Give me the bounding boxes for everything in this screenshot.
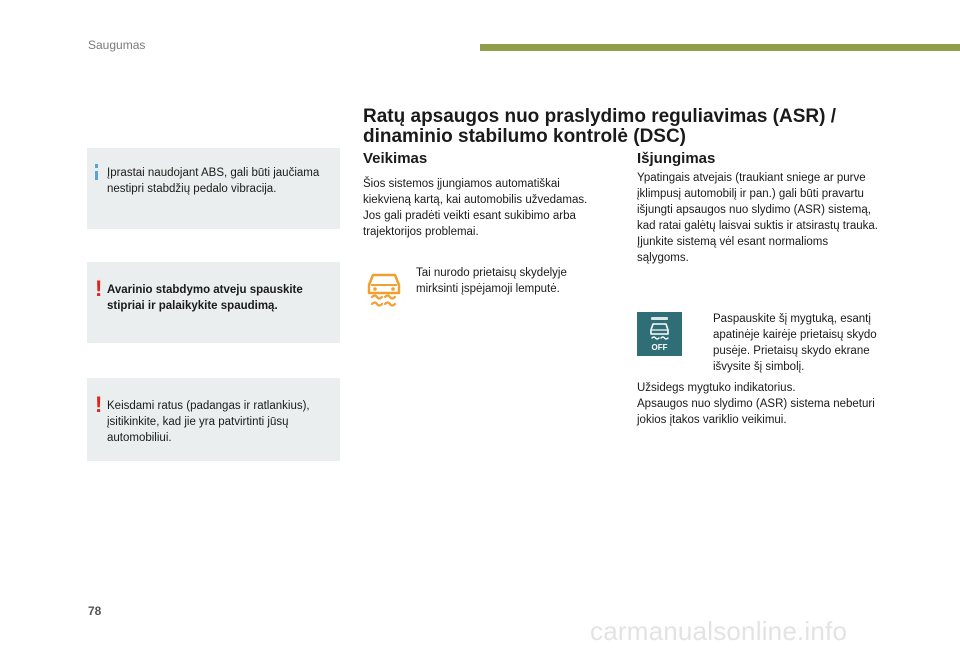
note-line: Įprastai naudojant ABS, gali būti jaučiama: [107, 167, 320, 179]
text-line: kad ratai galėtų laisvai suktis ir atsirastų trauka.: [637, 220, 878, 232]
note-line: automobiliui.: [107, 432, 172, 444]
page-number: 78: [88, 604, 102, 618]
text-line: Jos gali pradėti veikti esant sukibimo arba: [363, 210, 576, 222]
asr-off-button-icon: [637, 312, 682, 356]
after-text: [637, 380, 875, 428]
section-label: Saugumas: [88, 38, 146, 52]
skid-warning-lamp-icon: [363, 269, 405, 309]
text-line: Ypatingais atvejais (traukiant sniege ar purve: [637, 172, 866, 184]
text-line: Apsaugos nuo slydimo (ASR) sistema nebeturi: [637, 398, 875, 410]
title-line: Ratų apsaugos nuo praslydimo reguliavimas (ASR) /: [363, 106, 836, 127]
text-line: kiekvieną kartą, kai automobilis užvedamas.: [363, 194, 588, 206]
text-line: Įjunkite sistemą vėl esant normalioms: [637, 236, 829, 248]
text-line: išvysite šį simbolį.: [713, 361, 805, 373]
bullet-text: [713, 311, 877, 375]
note-line: įsitikinkite, kad jie yra patvirtinti jūsų: [107, 416, 289, 428]
note-line: Keisdami ratus (padangas ir ratlankius),: [107, 400, 310, 412]
warning-note: [87, 262, 340, 343]
text-line: Paspauskite šį mygtuką, esantį: [713, 313, 871, 325]
info-note: [87, 148, 340, 229]
text-line: išjungti apsaugos nuo slydimo (ASR) sistemą,: [637, 204, 871, 216]
page-title: [363, 107, 903, 147]
text-line: trajektorijos problemai.: [363, 226, 479, 238]
watermark: carmanualsonline.info: [590, 616, 848, 646]
text-line: jokios įtakos variklio veikimui.: [637, 414, 787, 426]
warning-icon: !: [95, 276, 103, 301]
text-line: sąlygoms.: [637, 252, 689, 264]
text-line: apatinėje kairėje prietaisų skydo: [713, 329, 877, 341]
indicator-text: [416, 265, 567, 297]
text-line: Šios sistemos įjungiamos automatiškai: [363, 178, 560, 190]
info-icon-bar: [95, 171, 98, 180]
note-line: stipriai ir palaikykite spaudimą.: [107, 300, 278, 312]
text-line: pusėje. Prietaisų skydo ekrane: [713, 345, 870, 357]
deactivation-heading: Išjungimas: [637, 150, 716, 167]
text-line: Užsidegs mygtuko indikatorius.: [637, 382, 796, 394]
note-line: nestipri stabdžių pedalo vibracija.: [107, 183, 277, 195]
text-line: Tai nurodo prietaisų skydelyje: [416, 267, 567, 279]
text-line: mirksinti įspėjamoji lemputė.: [416, 283, 560, 295]
warning-note: [87, 378, 340, 461]
operation-text: [363, 176, 587, 240]
warning-icon: !: [95, 392, 103, 417]
operation-heading: Veikimas: [363, 150, 428, 167]
section-accent-bar: [480, 44, 960, 51]
off-label: OFF: [651, 343, 668, 352]
deactivation-text: [637, 170, 878, 266]
note-line: Avarinio stabdymo atveju spauskite: [107, 284, 303, 296]
info-icon: [95, 164, 98, 168]
title-line: dinaminio stabilumo kontrolė (DSC): [363, 126, 687, 147]
text-line: įklimpusį automobilį ir pan.) gali būti pravartu: [637, 188, 864, 200]
